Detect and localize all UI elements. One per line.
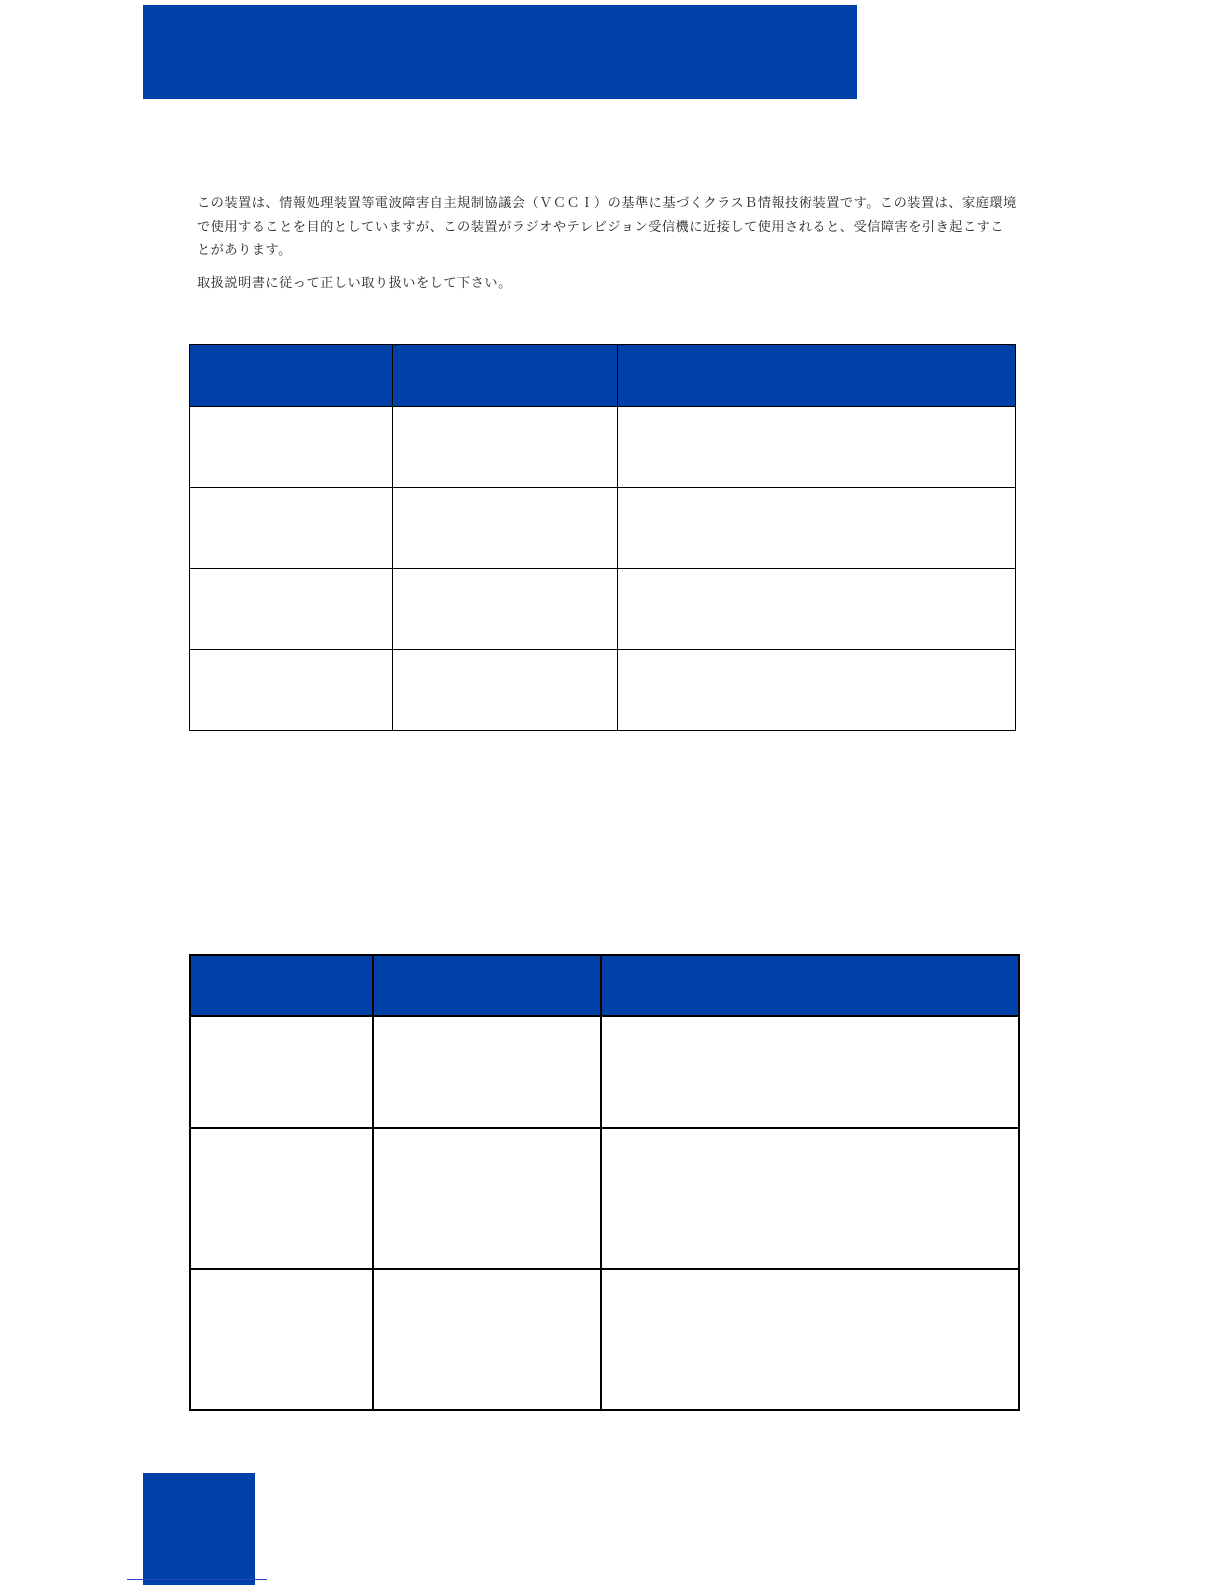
table-cell [618, 488, 1016, 569]
table-header-cell [393, 345, 618, 407]
vcci-notice [197, 192, 1017, 304]
table-cell [373, 1269, 601, 1410]
handling-instructions-paragraph: 取扱説明書に従って正しい取り扱いをして下さい。 [197, 275, 512, 291]
vcci-notice-paragraph: この装置は、情報処理装置等電波障害自主規制協議会（ＶＣＣＩ）の基準に基づくクラスＢ情報技術装置です。この装置は、家庭環境で使用することを目的としていますが、この装置がラジオやテレビジョン受信機に近接して使用されると、受信障害を引き起こすことがあります。 [197, 196, 1017, 258]
page-number-block [143, 1473, 255, 1585]
table-cell [618, 650, 1016, 731]
table-cell [190, 650, 393, 731]
table-cell [393, 488, 618, 569]
table-cell [393, 407, 618, 488]
table-header-row [190, 955, 1019, 1016]
header-banner [143, 5, 857, 99]
table-row [190, 1016, 1019, 1128]
table-cell [601, 1269, 1019, 1410]
table-row [190, 1269, 1019, 1410]
table-cell [601, 1128, 1019, 1269]
table-row [190, 650, 1016, 731]
table-cell [190, 1128, 373, 1269]
table-cell [373, 1128, 601, 1269]
table-header-cell [618, 345, 1016, 407]
table-cell [393, 650, 618, 731]
table-row [190, 488, 1016, 569]
table-cell [618, 407, 1016, 488]
table-cell [190, 1269, 373, 1410]
table-header-cell [601, 955, 1019, 1016]
table-cell [601, 1016, 1019, 1128]
table-cell [190, 488, 393, 569]
table-header-cell [373, 955, 601, 1016]
table-cell [190, 569, 393, 650]
table-cell [618, 569, 1016, 650]
table-cell [373, 1016, 601, 1128]
table-cell [393, 569, 618, 650]
table-cell [190, 1016, 373, 1128]
footer-rule [127, 1579, 267, 1580]
table-cell [190, 407, 393, 488]
table-2 [189, 954, 1020, 1411]
table-1 [189, 344, 1016, 731]
table-row [190, 569, 1016, 650]
table-header-cell [190, 955, 373, 1016]
table-header-row [190, 345, 1016, 407]
table-row [190, 407, 1016, 488]
table-header-cell [190, 345, 393, 407]
table-row [190, 1128, 1019, 1269]
